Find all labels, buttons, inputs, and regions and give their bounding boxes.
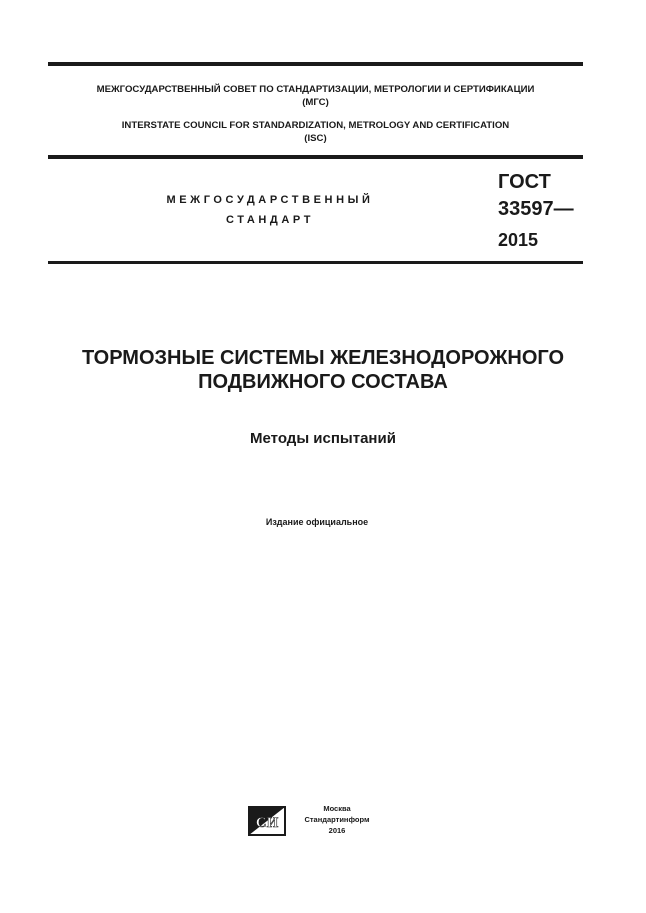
- document-title-line1: ТОРМОЗНЫЕ СИСТЕМЫ ЖЕЛЕЗНОДОРОЖНОГО: [81, 347, 565, 369]
- top-rule: [48, 62, 583, 66]
- document-subtitle: Методы испытаний: [250, 430, 396, 447]
- document-title-line2: ПОДВИЖНОГО СОСТАВА: [198, 371, 448, 393]
- publisher-city: Москва: [323, 804, 351, 813]
- gost-code-prefix: ГОСТ: [498, 171, 551, 193]
- council-name-ru: МЕЖГОСУДАРСТВЕННЫЙ СОВЕТ ПО СТАНДАРТИЗАЦИИ, МЕТРОЛОГИИ И СЕРТИФИКАЦИИ: [96, 84, 535, 95]
- publisher-year: 2016: [328, 826, 346, 835]
- standard-type-line1: МЕЖГОСУДАРСТВЕННЫЙ: [166, 194, 374, 206]
- edition-note: Издание официальное: [265, 517, 369, 527]
- council-abbr-en: (ISC): [304, 133, 327, 144]
- middle-rule: [48, 155, 583, 159]
- bottom-rule: [48, 261, 583, 264]
- publisher-logo-text: СИ: [255, 815, 279, 831]
- council-abbr-ru: (МГС): [302, 97, 329, 108]
- gost-code-number: 33597—: [498, 198, 574, 220]
- council-name-en: INTERSTATE COUNCIL FOR STANDARDIZATION, METROLOGY AND CERTIFICATION: [121, 120, 510, 131]
- gost-code-year: 2015: [498, 230, 539, 250]
- standard-type-line2: СТАНДАРТ: [225, 214, 315, 226]
- publisher-name: Стандартинформ: [304, 815, 370, 824]
- publisher-logo-icon: [248, 806, 286, 836]
